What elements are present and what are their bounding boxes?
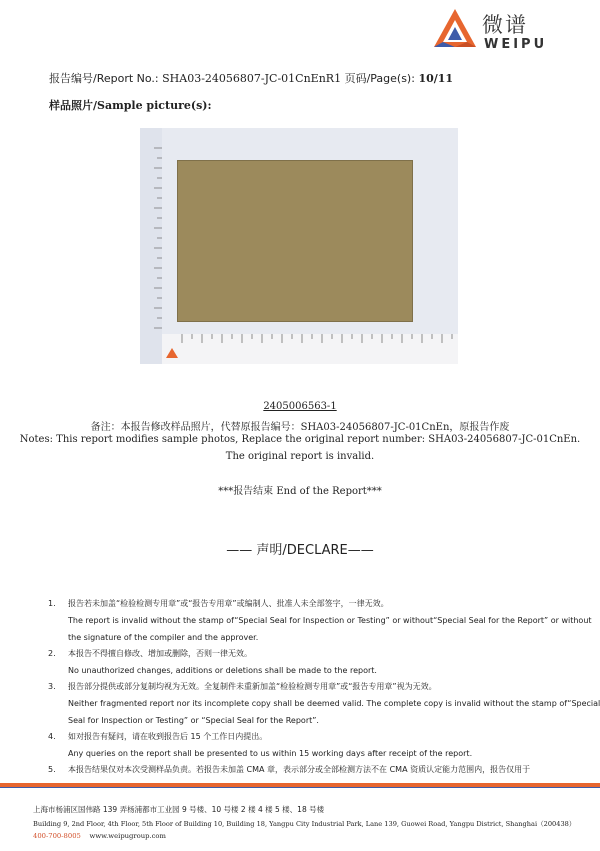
report-no-value: SHA03-24056807-JC-01CnEnR1 xyxy=(162,72,342,85)
declaration-item: 2. 本报告不得擅自修改、增加或删除，否则一律无效。 No unauthorized changes, additions or deletions shall be made to the report. xyxy=(48,648,568,677)
declare-title: —— 声明/DECLARE—— xyxy=(226,543,374,558)
declarations-list xyxy=(48,598,600,780)
declaration-cn: 本报告结果仅对本次受测样品负责。若报告未加盖 CMA 章，表示部分或全部检测方法不在 CMA 资质认定能力范围内，报告仅用于 xyxy=(68,765,531,774)
address-en: Building 9, 2nd Floor, 4th Floor, 5th Floor of Building 10, Building 18, Yangpu City Industrial Park, Lane 139, Guowei Road, Yangpu District, Shanghai（200438） xyxy=(33,820,576,828)
sample-sheet xyxy=(177,160,413,322)
end-of-report: ***报告结束 End of the Report*** xyxy=(218,486,382,497)
brand-name-cn: 微谱 xyxy=(482,13,528,37)
sample-id: 2405006563-1 xyxy=(263,401,337,412)
declaration-en: No unauthorized changes, additions or deletions shall be made to the report. xyxy=(68,666,377,675)
footer-rule-blue xyxy=(0,787,600,788)
original-invalid-note: The original report is invalid. xyxy=(225,451,375,462)
report-number-line xyxy=(49,70,453,86)
declaration-item: 1. 报告若未加盖“检验检测专用章”或“报告专用章”或编制人、批准人未全部签字，一律无效。 The report is invalid without the stamp of“Special Seal for Inspection or Testing” or without“Special Seal for the Report” or without the signature of the compiler and the approver. xyxy=(48,599,592,642)
declaration-en: Seal for Inspection or Testing” or “Special Seal for the Report”. xyxy=(68,716,319,725)
declaration-en: The report is invalid without the stamp of“Special Seal for Inspection or Testing” or without“Special Seal for the Report” or without xyxy=(68,616,592,625)
declaration-cn: 如对报告有疑问，请在收到报告后 15 个工作日内提出。 xyxy=(68,732,268,741)
phone-number: 400-700-8005 xyxy=(33,832,81,840)
declaration-en: Any queries on the report shall be presented to us within 15 working days after receipt of the report. xyxy=(68,749,473,758)
bottom-ruler xyxy=(162,334,458,364)
declaration-cn: 报告若未加盖“检验检测专用章”或“报告专用章”或编制人、批准人未全部签字，一律无效。 xyxy=(68,599,389,608)
sample-picture-title: 样品照片/Sample picture(s): xyxy=(49,99,212,112)
declaration-en: Neither fragmented report nor its incomplete copy shall be deemed valid. The complete copy is invalid without the stamp of“Special xyxy=(68,699,600,708)
page-label: 页码/Page(s): xyxy=(344,72,415,85)
brand-name-en: WEIPU xyxy=(484,37,548,52)
remark-cn: 备注：本报告修改样品照片，代替原报告编号：SHA03-24056807-JC-01CnEn，原报告作废 xyxy=(90,422,510,433)
contact-line xyxy=(33,832,166,840)
page-value: 10/11 xyxy=(418,72,454,85)
declaration-en: the signature of the compiler and the approver. xyxy=(68,633,259,642)
declaration-item: 3. 报告部分提供或部分复制均视为无效。全复制件未重新加盖“检验检测专用章”或“报告专用章”视为无效。 Neither fragmented report nor its incomplete copy shall be deemed valid. The complete copy is invalid without the stamp of“Special Seal for Inspection or Testing” or “Special Seal for the Report”. xyxy=(48,682,600,725)
weipu-logo xyxy=(432,7,592,55)
remark-en: Notes: This report modifies sample photos, Replace the original report number: SHA03-24056807-JC-01CnEn. xyxy=(19,434,581,445)
address-cn: 上海市杨浦区国伟路 139 弄杨浦都市工业园 9 号楼、10 号楼 2 楼 4 楼 5 楼、18 号楼 xyxy=(33,805,325,814)
report-no-label: 报告编号/Report No.: xyxy=(49,72,159,85)
declaration-item: 5. 本报告结果仅对本次受测样品负责。若报告未加盖 CMA 章，表示部分或全部检测方法不在 CMA 资质认定能力范围内，报告仅用于 xyxy=(48,764,568,776)
declaration-cn: 报告部分提供或部分复制均视为无效。全复制件未重新加盖“检验检测专用章”或“报告专用章”视为无效。 xyxy=(68,682,437,691)
sample-photo xyxy=(140,128,458,364)
website-link[interactable]: www.weipugroup.com xyxy=(89,832,166,840)
left-ruler xyxy=(140,128,162,364)
declaration-item: 4. 如对报告有疑问，请在收到报告后 15 个工作日内提出。 Any queries on the report shall be presented to us within 15 working days after receipt of the report. xyxy=(48,731,568,760)
declaration-cn: 本报告不得擅自修改、增加或删除，否则一律无效。 xyxy=(68,649,252,658)
weipu-logo-icon xyxy=(432,7,478,53)
